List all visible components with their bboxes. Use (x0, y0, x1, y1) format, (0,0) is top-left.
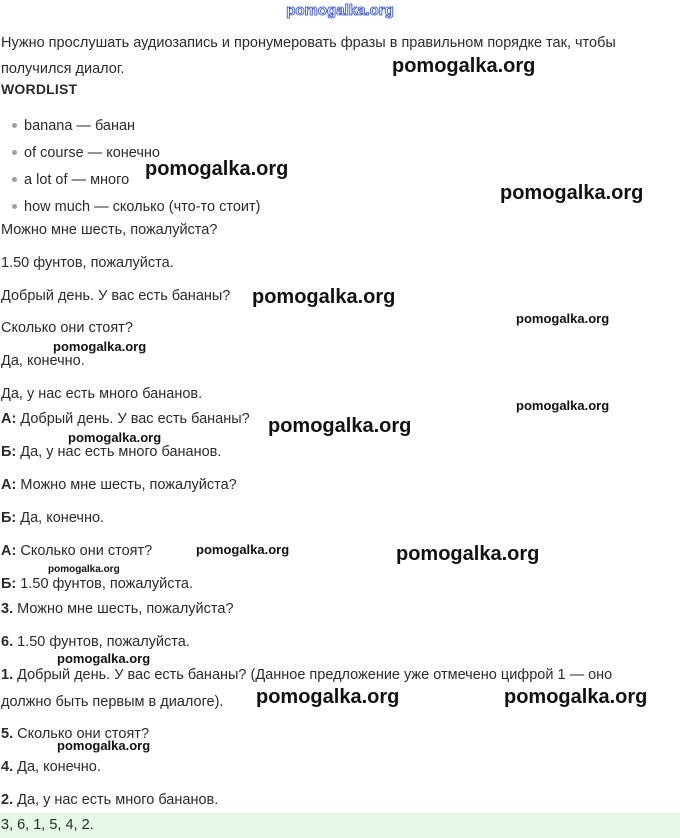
order-number: 5. (1, 726, 14, 742)
watermark: pomogalka.org (392, 55, 536, 77)
phrase-line: 1.50 фунтов, пожалуйста. (1, 255, 174, 271)
watermark: pomogalka.org (68, 430, 162, 445)
bullet-icon (12, 204, 17, 209)
speaker-label: Б: (1, 576, 17, 592)
speaker-label: А: (1, 477, 17, 493)
numbered-line: 1. Добрый день. У вас есть бананы? (Данное предложение уже отмечено цифрой 1 — оно (1, 667, 613, 683)
order-number: 6. (1, 634, 14, 650)
site-header-logo[interactable]: pomogalka.org (286, 2, 394, 19)
phrase-line: Добрый день. У вас есть бананы? (1, 288, 231, 304)
phrase-line: Сколько они стоят? (1, 320, 133, 336)
numbered-line-continued: должно быть первым в диалоге). (1, 694, 224, 710)
watermark: pomogalka.org (256, 686, 400, 708)
numbered-line: 5. Сколько они стоят? (1, 726, 150, 742)
watermark: pomogalka.org (53, 339, 147, 354)
wordlist-item: how much — сколько (что-то стоит) (12, 199, 260, 215)
dialog-line: А: Добрый день. У вас есть бананы? (1, 411, 250, 427)
watermark: pomogalka.org (396, 543, 540, 565)
order-number: 2. (1, 792, 14, 808)
order-number: 4. (1, 759, 14, 775)
answer-box (0, 813, 680, 838)
numbered-line: 4. Да, конечно. (1, 759, 101, 775)
watermark: pomogalka.org (57, 651, 151, 666)
wordlist-item: of course — конечно (12, 145, 160, 161)
watermark: pomogalka.org (500, 182, 644, 204)
phrase-line: Можно мне шесть, пожалуйста? (1, 222, 218, 238)
watermark: pomogalka.org (516, 398, 610, 413)
watermark: pomogalka.org (516, 311, 610, 326)
dialog-line: Б: 1.50 фунтов, пожалуйста. (1, 576, 194, 592)
watermark: pomogalka.org (57, 738, 151, 753)
bullet-icon (12, 123, 17, 128)
wordlist-item: banana — банан (12, 118, 135, 134)
wordlist-title: WORDLIST (1, 81, 78, 97)
bullet-icon (12, 177, 17, 182)
order-number: 1. (1, 667, 14, 683)
dialog-line: А: Можно мне шесть, пожалуйста? (1, 477, 237, 493)
dialog-line: Б: Да, конечно. (1, 510, 105, 526)
speaker-label: Б: (1, 510, 17, 526)
bullet-icon (12, 150, 17, 155)
speaker-label: Б: (1, 444, 17, 460)
numbered-line: 3. Можно мне шесть, пожалуйста? (1, 601, 234, 617)
answer-text: 3, 6, 1, 5, 4, 2. (1, 817, 94, 833)
speaker-label: А: (1, 543, 17, 559)
speaker-label: А: (1, 411, 17, 427)
wordlist-item: a lot of — много (12, 172, 129, 188)
task-intro: Нужно прослушать аудиозапись и пронумеровать фразы в правильном порядке так, чтобы получился диалог. (1, 35, 616, 77)
watermark: pomogalka.org (268, 415, 412, 437)
watermark: pomogalka.org (252, 286, 396, 308)
watermark: pomogalka.org (196, 542, 290, 557)
phrase-line: Да, конечно. (1, 353, 85, 369)
dialog-line: А: Сколько они стоят? (1, 543, 153, 559)
phrase-line: Да, у нас есть много бананов. (1, 386, 203, 402)
numbered-line: 2. Да, у нас есть много бананов. (1, 792, 219, 808)
watermark: pomogalka.org (504, 686, 648, 708)
watermark: pomogalka.org (145, 158, 289, 180)
order-number: 3. (1, 601, 14, 617)
dialog-line: Б: Да, у нас есть много бананов. (1, 444, 222, 460)
watermark: pomogalka.org (48, 564, 120, 575)
numbered-line: 6. 1.50 фунтов, пожалуйста. (1, 634, 190, 650)
